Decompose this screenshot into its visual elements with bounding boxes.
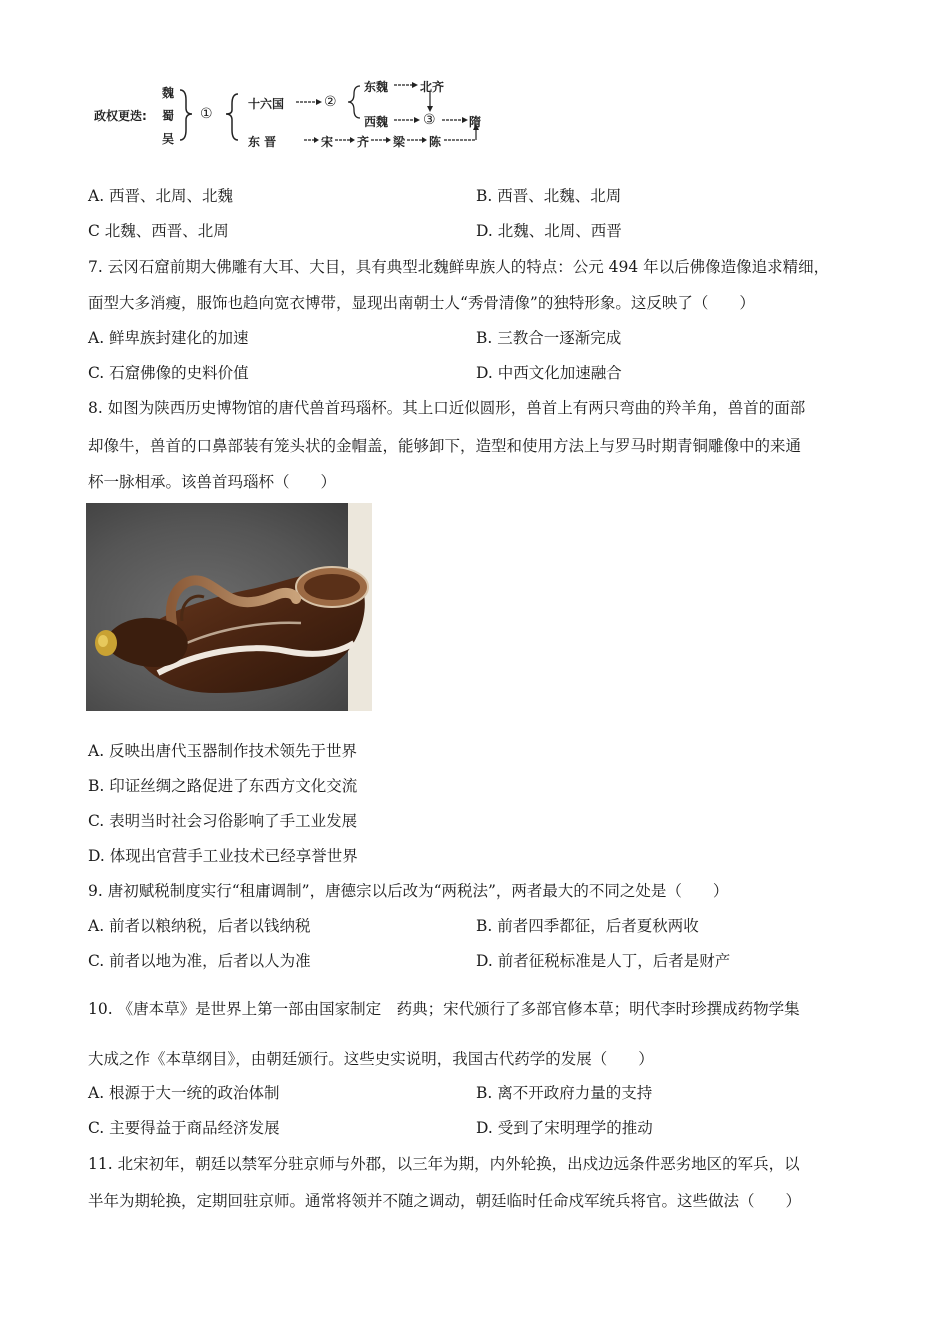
q9-option-d: D. 前者征税标准是人丁，后者是财产 <box>476 952 731 970</box>
q8-stem-line2: 却像牛，兽首的口鼻部装有笼头状的金帽盖，能够卸下，造型和使用方法上与罗马时期青铜雕像中的来通 <box>88 437 802 455</box>
q9-option-a: A. 前者以粮纳税，后者以钱纳税 <box>88 917 311 935</box>
q6-option-a: A. 西晋、北周、北魏 <box>88 187 234 205</box>
q8-option-a: A. 反映出唐代玉器制作技术领先于世界 <box>88 742 358 760</box>
q9-option-c: C. 前者以地为准，后者以人为准 <box>88 952 311 970</box>
q7-option-c: C. 石窟佛像的史料价值 <box>88 364 249 382</box>
q7-option-d: D. 中西文化加速融合 <box>476 364 622 382</box>
q7-option-a: A. 鲜卑族封建化的加速 <box>88 329 249 347</box>
q6-option-d: D. 北魏、北周、西晋 <box>476 222 622 240</box>
q11-stem-line2: 半年为期轮换，定期回驻京师。通常将领并不随之调动，朝廷临时任命戍军统兵将官。这些做法（ ） <box>88 1192 802 1210</box>
blank-2: ② <box>324 94 337 110</box>
q10-stem-line1: 10. 《唐本草》是世界上第一部由国家制定 药典；宋代颁行了多部官修本草；明代李时珍撰成药物学集 <box>88 1000 800 1018</box>
node-shiliuguo: 十六国 <box>248 97 285 111</box>
q7-option-b: B. 三教合一逐渐完成 <box>476 329 622 347</box>
brace-3 <box>348 86 360 118</box>
q7-stem-line1: 7. 云冈石窟前期大佛雕有大耳、大目，具有典型北魏鲜卑族人的特点：公元 494 年以后佛像造像追求精细， <box>88 258 830 276</box>
q11-stem-line1: 11. 北宋初年，朝廷以禁军分驻京师与外郡，以三年为期，内外轮换，出戍边远条件恶劣地区的军兵，以 <box>88 1155 800 1173</box>
node-xiwei: 西魏 <box>364 115 389 129</box>
q7-stem-line2: 面型大多消瘦，服饰也趋向宽衣博带，显现出南朝士人“秀骨清像”的独特形象。这反映了（ ） <box>88 294 755 312</box>
q10-option-c: C. 主要得益于商品经济发展 <box>88 1119 280 1137</box>
q9-stem: 9. 唐初赋税制度实行“租庸调制”，唐德宗以后改为“两税法”，两者最大的不同之处是（ ） <box>88 882 729 900</box>
kingdom-wu: 吴 <box>162 132 175 146</box>
q10-option-b: B. 离不开政府力量的支持 <box>476 1084 653 1102</box>
node-dongjin: 东 晋 <box>248 135 277 149</box>
kingdom-wei: 魏 <box>162 86 175 100</box>
q8-option-d: D. 体现出官营手工业技术已经享誉世界 <box>88 847 358 865</box>
agate-rhyton-photo <box>86 503 372 711</box>
q6-option-b: B. 西晋、北魏、北周 <box>476 187 622 205</box>
q10-option-a: A. 根源于大一统的政治体制 <box>88 1084 280 1102</box>
blank-1: ① <box>200 106 213 122</box>
node-liang: 梁 <box>393 135 406 149</box>
node-chen: 陈 <box>429 135 442 149</box>
node-song: 宋 <box>321 135 334 149</box>
q8-stem-line1: 8. 如图为陕西历史博物馆的唐代兽首玛瑙杯。其上口近似圆形，兽首上有两只弯曲的羚羊角，兽首的面部 <box>88 399 806 417</box>
kingdom-shu: 蜀 <box>162 109 175 123</box>
node-dongwei: 东魏 <box>364 80 389 94</box>
brace-2 <box>226 94 238 140</box>
diagram-label: 政权更迭: <box>94 109 147 123</box>
q10-stem-line2: 大成之作《本草纲目》，由朝廷颁行。这些史实说明，我国古代药学的发展（ ） <box>88 1050 654 1068</box>
diagram-lines <box>88 80 508 150</box>
regime-succession-diagram <box>88 80 508 150</box>
q10-option-d: D. 受到了宋明理学的推动 <box>476 1119 653 1137</box>
brace-1 <box>180 90 192 140</box>
q8-stem-line3: 杯一脉相承。该兽首玛瑙杯（ ） <box>88 473 337 491</box>
q8-option-c: C. 表明当时社会习俗影响了手工业发展 <box>88 812 358 830</box>
node-qi: 齐 <box>357 135 370 149</box>
node-beiqi: 北齐 <box>420 80 445 94</box>
blank-3: ③ <box>423 112 436 128</box>
q9-option-b: B. 前者四季都征，后者夏秋两收 <box>476 917 699 935</box>
q6-option-c: C 北魏、西晋、北周 <box>88 222 229 240</box>
q8-option-b: B. 印证丝绸之路促进了东西方文化交流 <box>88 777 358 795</box>
node-sui: 隋 <box>469 115 482 129</box>
